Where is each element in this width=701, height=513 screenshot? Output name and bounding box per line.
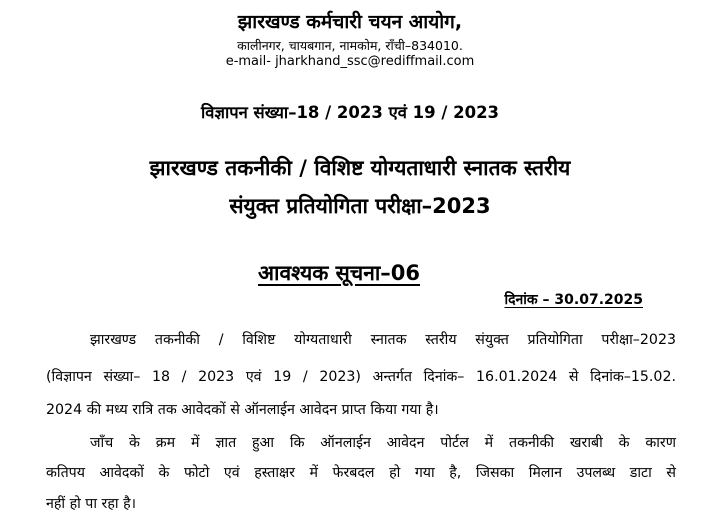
exam-title-line-1: झारखण्ड तकनीकी / विशिष्ट योग्यताधारी स्नातक स्तरीय	[149, 156, 571, 180]
paragraph-1-line-1: झारखण्ड तकनीकी / विशिष्ट योग्यताधारी स्नातक स्तरीय संयुक्त प्रतियोगिता परीक्षा–2023	[90, 332, 676, 348]
paragraph-2-line-2: कतिपय आवेदकों के फोटो एवं हस्ताक्षर में फेरबदल हो गया है, जिसका मिलान उपलब्ध डाटा से	[46, 465, 676, 481]
advertisement-number: विज्ञापन संख्या–18 / 2023 एवं 19 / 2023	[200, 103, 500, 122]
org-name: झारखण्ड कर्मचारी चयन आयोग,	[237, 11, 463, 33]
paragraph-1-line-3: 2024 की मध्य रात्रि तक आवेदकों से ऑनलाईन आवेदन प्राप्त किया गया है।	[46, 402, 439, 418]
paragraph-1-line-2: (विज्ञापन संख्या– 18 / 2023 एवं 19 / 2023) अन्तर्गत दिनांक– 16.01.2024 से दिनांक–15.02.	[46, 369, 676, 385]
paragraph-2-line-1: जाँच के क्रम में ज्ञात हुआ कि ऑनलाईन आवेदन पोर्टल में तकनीकी खराबी के कारण	[90, 435, 676, 451]
notice-date: दिनांक – 30.07.2025	[504, 292, 643, 308]
notice-title: आवश्यक सूचना–06	[258, 261, 421, 285]
exam-title-line-2: संयुक्त प्रतियोगिता परीक्षा–2023	[229, 194, 491, 218]
org-email: e-mail- jharkhand_ssc@rediffmail.com	[225, 54, 475, 69]
paragraph-2-line-3: नहीं हो पा रहा है।	[46, 496, 136, 512]
org-address: कालीनगर, चायबगान, नामकोम, राँची–834010.	[237, 38, 463, 53]
